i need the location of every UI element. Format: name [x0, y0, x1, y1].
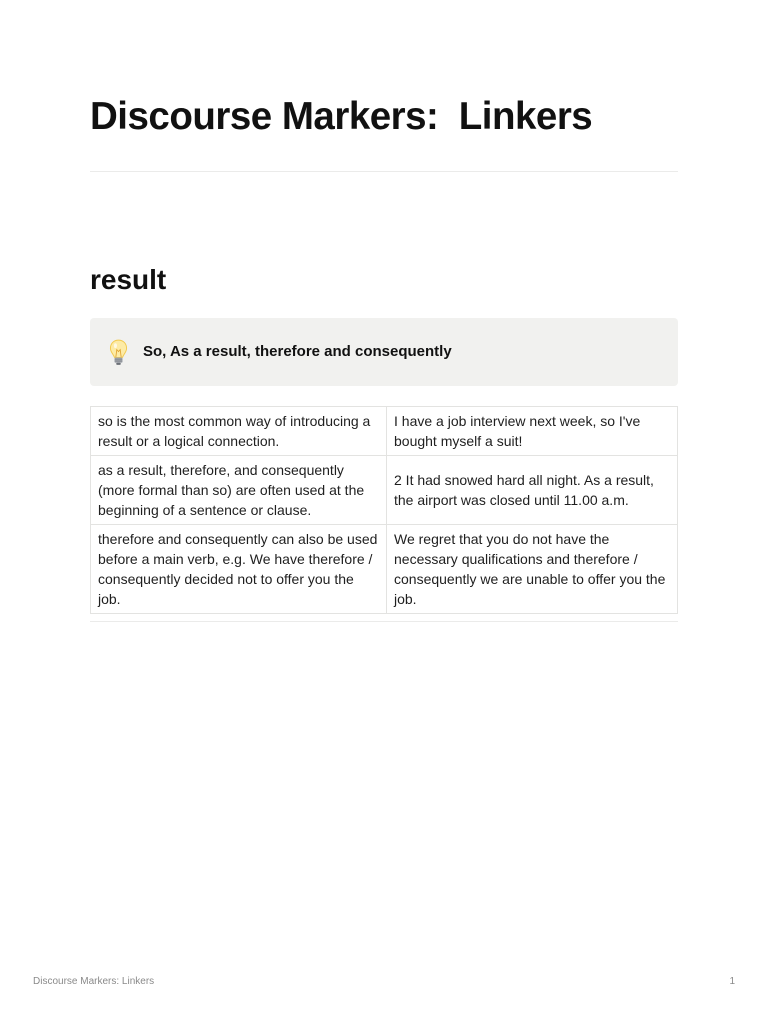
page-title: Discourse Markers: Linkers	[90, 95, 593, 138]
lightbulb-icon	[109, 339, 128, 366]
footer-title: Discourse Markers: Linkers	[33, 976, 155, 987]
section-heading: result	[90, 264, 167, 295]
table-cell-text: We regret that you do not have the necessary qualifications and therefore / consequently we are unable to offer you the job.	[394, 531, 666, 607]
table-cell-text: so is the most common way of introducing a result or a logical connection.	[98, 413, 371, 449]
table-divider	[90, 621, 678, 622]
table-cell-text: I have a job interview next week, so I've bought myself a suit!	[394, 413, 641, 449]
table-cell	[91, 525, 387, 614]
table-cell	[387, 456, 678, 525]
table-cell	[387, 525, 678, 614]
page-number: 1	[729, 976, 735, 987]
title-divider	[90, 171, 678, 172]
callout	[90, 318, 678, 386]
callout-text: So, As a result, therefore and consequently	[143, 343, 452, 360]
table-cell	[387, 407, 678, 456]
table-cell-text: as a result, therefore, and consequently (more formal than so) are often used at the beginning of a sentence or clause.	[98, 462, 365, 518]
table-cell	[91, 456, 387, 525]
table-cell-text: 2 It had snowed hard all night. As a result, the airport was closed until 11.00 a.m.	[394, 472, 654, 508]
table-cell-text: therefore and consequently can also be used before a main verb, e.g. We have therefore / consequently decided not to offer you the job.	[98, 531, 378, 607]
data-table	[90, 406, 678, 614]
table-cell	[91, 407, 387, 456]
